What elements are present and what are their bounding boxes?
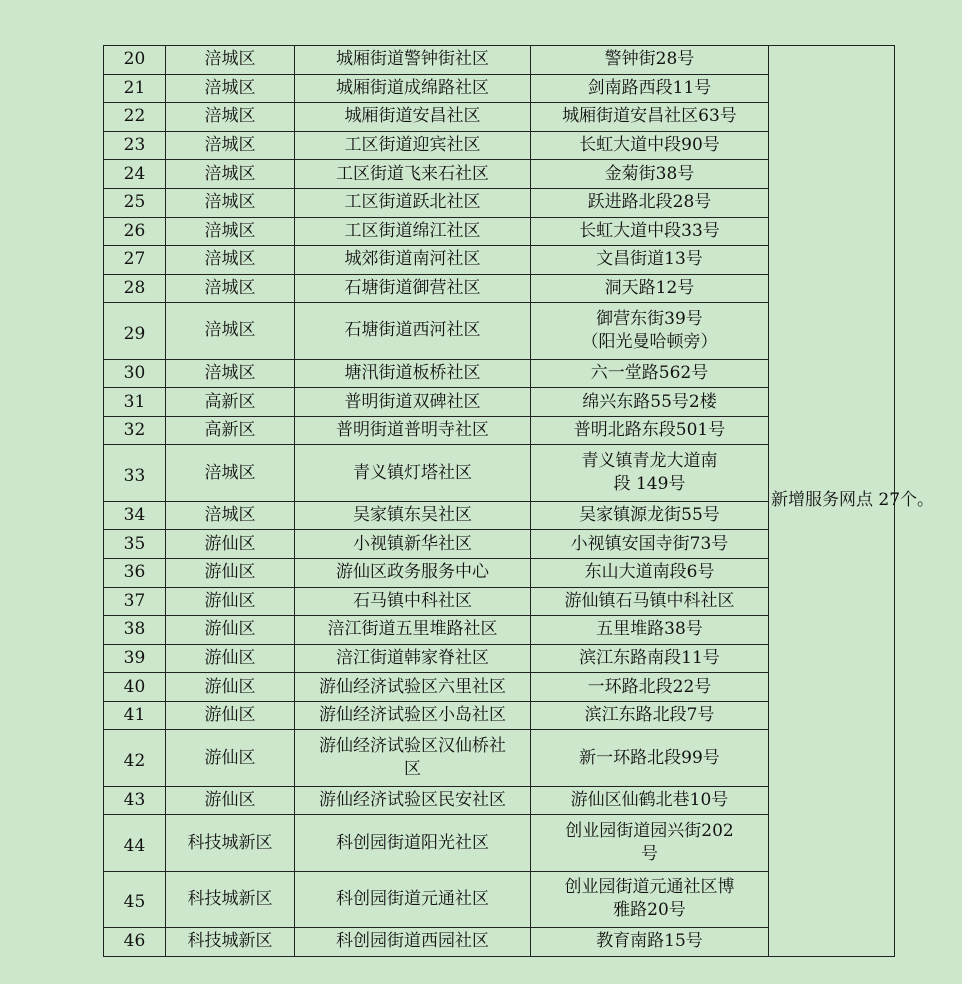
- community-cell: [295, 103, 531, 132]
- community-cell: [295, 74, 531, 103]
- address-line: 教育南路15号: [596, 931, 703, 952]
- community-cell: [295, 246, 531, 275]
- row-number: 23: [104, 131, 166, 160]
- community-cell: [295, 46, 531, 75]
- community-line: 区: [404, 759, 421, 780]
- address-line: 文昌街道13号: [596, 249, 703, 270]
- address-line: 跃进路北段28号: [587, 192, 712, 213]
- community-cell: [295, 701, 531, 730]
- address-cell: [531, 644, 769, 673]
- address-cell: [531, 558, 769, 587]
- address-line: 警钟街28号: [604, 49, 695, 70]
- community-cell: [295, 530, 531, 559]
- district-cell: 游仙区: [166, 587, 295, 616]
- address-line: 滨江东路南段11号: [579, 647, 720, 668]
- district-cell: 涪城区: [166, 188, 295, 217]
- address-cell: [531, 188, 769, 217]
- district-cell: 涪城区: [166, 74, 295, 103]
- address-cell: [531, 815, 769, 871]
- row-number: 34: [104, 501, 166, 530]
- row-number: 26: [104, 217, 166, 246]
- community-cell: [295, 786, 531, 815]
- row-number: 27: [104, 246, 166, 275]
- address-line: 创业园街道园兴街202: [565, 821, 734, 841]
- address-line: 御营东街39号: [596, 308, 703, 329]
- address-line: 创业园街道元通社区博: [564, 877, 735, 898]
- address-line: 青义镇青龙大道南: [581, 451, 718, 472]
- community-line: 工区街道跃北社区: [344, 192, 481, 213]
- address-line: 游仙区仙鹤北巷10号: [570, 790, 729, 811]
- address-line: 滨江东路北段7号: [584, 705, 715, 726]
- community-cell: [295, 927, 531, 956]
- district-cell: 科技城新区: [166, 815, 295, 871]
- community-cell: [295, 815, 531, 871]
- district-cell: 游仙区: [166, 616, 295, 645]
- row-number: 39: [104, 644, 166, 673]
- row-number: 20: [104, 46, 166, 75]
- address-line: 金菊街38号: [604, 163, 695, 184]
- address-cell: [531, 416, 769, 445]
- community-cell: [295, 160, 531, 189]
- row-number: 25: [104, 188, 166, 217]
- address-cell: [531, 927, 769, 956]
- row-number: 35: [104, 530, 166, 559]
- district-cell: 游仙区: [166, 673, 295, 702]
- community-cell: [295, 558, 531, 587]
- address-line: 雅路20号: [613, 900, 686, 921]
- community-line: 吴家镇东吴社区: [353, 505, 472, 526]
- address-cell: [531, 445, 769, 501]
- community-line: 城厢街道成绵路社区: [336, 77, 489, 98]
- community-line: 青义镇灯塔社区: [353, 462, 472, 483]
- address-line: 绵兴东路55号2楼: [582, 391, 717, 412]
- district-cell: 涪城区: [166, 359, 295, 388]
- address-line: 剑南路西段11号: [587, 77, 712, 98]
- community-cell: [295, 131, 531, 160]
- table-row: [104, 46, 895, 75]
- community-cell: [295, 274, 531, 303]
- community-line: 城厢街道安昌社区: [344, 106, 481, 127]
- community-line: 科创园街道阳光社区: [336, 832, 489, 853]
- row-number: 37: [104, 587, 166, 616]
- community-cell: [295, 871, 531, 927]
- community-line: 游仙区政务服务中心: [336, 562, 489, 583]
- address-cell: [531, 701, 769, 730]
- district-cell: 科技城新区: [166, 871, 295, 927]
- address-line: 洞天路12号: [604, 278, 695, 299]
- community-line: 涪江街道五里堆路社区: [327, 619, 498, 640]
- district-cell: 涪城区: [166, 274, 295, 303]
- address-cell: [531, 46, 769, 75]
- row-number: 46: [104, 927, 166, 956]
- community-line: 城厢街道警钟街社区: [336, 49, 489, 70]
- address-cell: [531, 359, 769, 388]
- address-cell: [531, 730, 769, 786]
- row-number: 33: [104, 445, 166, 501]
- address-cell: [531, 871, 769, 927]
- community-cell: [295, 673, 531, 702]
- district-cell: 涪城区: [166, 217, 295, 246]
- community-line: 涪江街道韩家脊社区: [336, 647, 489, 668]
- community-line: 工区街道飞来石社区: [336, 163, 489, 184]
- row-number: 32: [104, 416, 166, 445]
- community-cell: [295, 416, 531, 445]
- row-number: 44: [104, 815, 166, 871]
- address-line: 六一堂路562号: [590, 362, 709, 383]
- address-cell: [531, 587, 769, 616]
- community-line: 普明街道双碑社区: [344, 391, 481, 412]
- district-cell: 涪城区: [166, 246, 295, 275]
- district-cell: 高新区: [166, 416, 295, 445]
- row-number: 43: [104, 786, 166, 815]
- district-cell: 科技城新区: [166, 927, 295, 956]
- row-number: 29: [104, 303, 166, 359]
- address-cell: [531, 786, 769, 815]
- row-number: 22: [104, 103, 166, 132]
- row-number: 38: [104, 616, 166, 645]
- row-number: 31: [104, 388, 166, 417]
- district-cell: 涪城区: [166, 303, 295, 359]
- address-line: 一环路北段22号: [587, 676, 712, 697]
- address-cell: [531, 74, 769, 103]
- address-line: 长虹大道中段33号: [579, 220, 720, 241]
- row-number: 36: [104, 558, 166, 587]
- address-cell: [531, 616, 769, 645]
- address-line: 东山大道南段6号: [584, 562, 715, 583]
- service-outlet-table: [103, 45, 935, 957]
- note-cell: 新增服务网点 27个。: [769, 46, 895, 957]
- district-cell: 游仙区: [166, 644, 295, 673]
- community-line: 游仙经济试验区六里社区: [319, 676, 506, 697]
- community-cell: [295, 501, 531, 530]
- community-cell: [295, 359, 531, 388]
- community-line: 石马镇中科社区: [353, 590, 472, 611]
- community-line: 科创园街道西园社区: [336, 931, 489, 952]
- district-cell: 涪城区: [166, 103, 295, 132]
- community-line: 普明街道普明寺社区: [336, 420, 489, 441]
- district-cell: 游仙区: [166, 786, 295, 815]
- community-line: 游仙经济试验区小岛社区: [319, 705, 506, 726]
- district-cell: 涪城区: [166, 445, 295, 501]
- address-line: 段 149号: [613, 474, 686, 495]
- row-number: 30: [104, 359, 166, 388]
- community-line: 游仙经济试验区汉仙桥社: [319, 736, 506, 757]
- address-line: （阳光曼哈顿旁）: [581, 331, 718, 352]
- community-line: 石塘街道西河社区: [344, 320, 481, 341]
- address-cell: [531, 673, 769, 702]
- address-line: 城厢街道安昌社区63号: [562, 106, 737, 127]
- district-cell: 涪城区: [166, 46, 295, 75]
- community-cell: [295, 388, 531, 417]
- address-cell: [531, 131, 769, 160]
- district-cell: 游仙区: [166, 558, 295, 587]
- district-cell: 游仙区: [166, 530, 295, 559]
- row-number: 21: [104, 74, 166, 103]
- address-cell: [531, 501, 769, 530]
- community-cell: [295, 188, 531, 217]
- row-number: 24: [104, 160, 166, 189]
- address-cell: [531, 246, 769, 275]
- community-cell: [295, 217, 531, 246]
- address-line: 长虹大道中段90号: [579, 135, 720, 156]
- address-cell: [531, 303, 769, 359]
- address-line: 新一环路北段99号: [579, 747, 720, 768]
- community-line: 小视镇新华社区: [353, 533, 472, 554]
- address-cell: [531, 103, 769, 132]
- row-number: 41: [104, 701, 166, 730]
- address-line: 普明北路东段501号: [573, 420, 726, 441]
- community-line: 工区街道绵江社区: [344, 220, 481, 241]
- community-cell: [295, 587, 531, 616]
- community-cell: [295, 644, 531, 673]
- address-cell: [531, 274, 769, 303]
- address-cell: [531, 217, 769, 246]
- address-cell: [531, 160, 769, 189]
- community-cell: [295, 616, 531, 645]
- district-cell: 游仙区: [166, 701, 295, 730]
- district-cell: 涪城区: [166, 131, 295, 160]
- district-cell: 游仙区: [166, 730, 295, 786]
- address-cell: [531, 388, 769, 417]
- row-number: 45: [104, 871, 166, 927]
- address-line: 游仙镇石马镇中科社区: [564, 590, 735, 611]
- district-cell: 涪城区: [166, 501, 295, 530]
- address-line: 号: [641, 844, 658, 864]
- community-cell: [295, 445, 531, 501]
- row-number: 42: [104, 730, 166, 786]
- table-body: [104, 46, 935, 957]
- address-line: 五里堆路38号: [596, 619, 703, 640]
- address-line: 吴家镇源龙街55号: [579, 505, 720, 526]
- community-cell: [295, 730, 531, 786]
- row-number: 40: [104, 673, 166, 702]
- row-number: 28: [104, 274, 166, 303]
- community-line: 游仙经济试验区民安社区: [319, 790, 506, 811]
- community-line: 工区街道迎宾社区: [344, 135, 481, 156]
- community-line: 城郊街道南河社区: [344, 249, 481, 270]
- district-cell: 涪城区: [166, 160, 295, 189]
- community-line: 塘汛街道板桥社区: [344, 362, 481, 383]
- district-cell: 高新区: [166, 388, 295, 417]
- address-cell: [531, 530, 769, 559]
- community-line: 科创园街道元通社区: [336, 888, 489, 909]
- community-cell: [295, 303, 531, 359]
- address-line: 小视镇安国寺街73号: [570, 533, 729, 554]
- community-line: 石塘街道御营社区: [344, 278, 481, 299]
